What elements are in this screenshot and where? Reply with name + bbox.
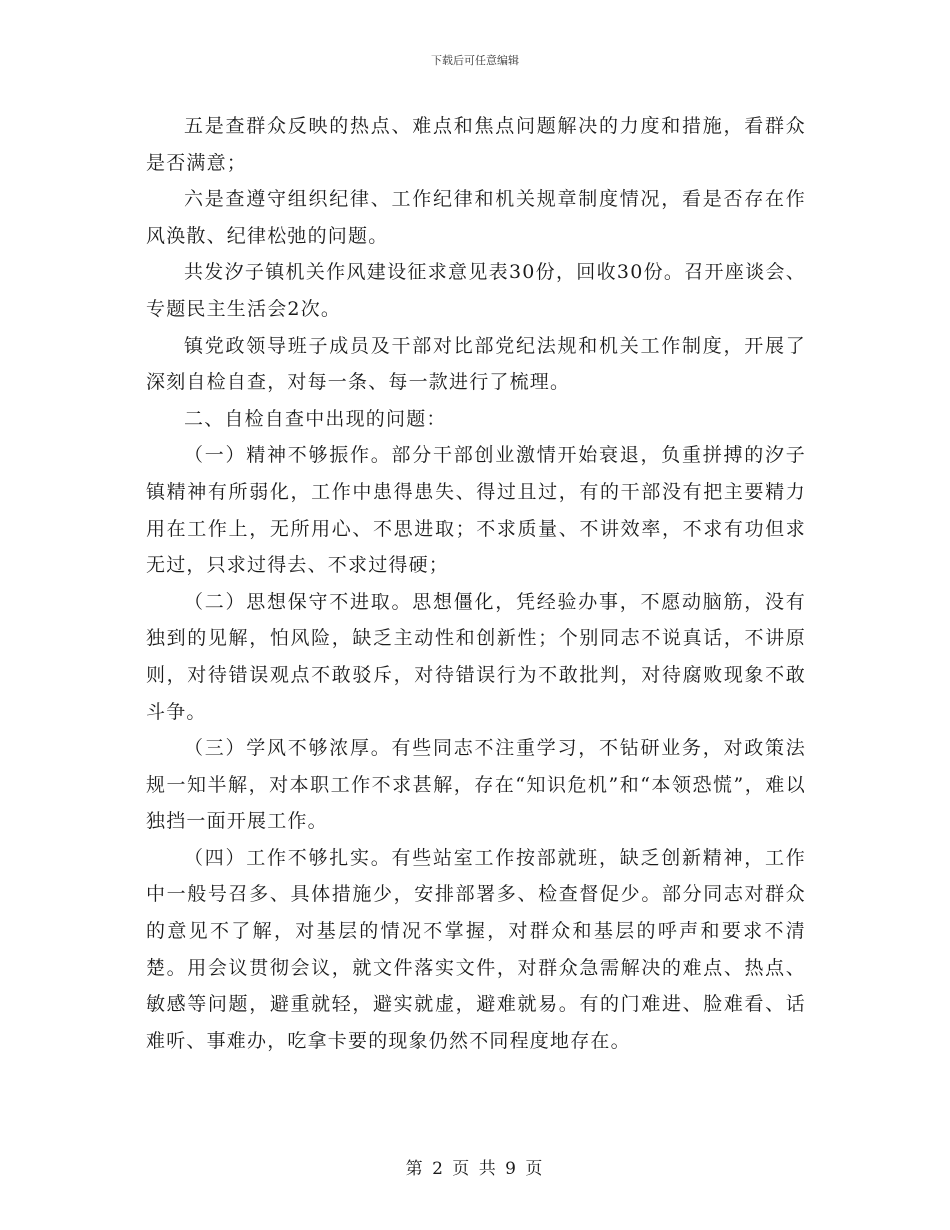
document-body (146, 108, 806, 1059)
paragraph: （四）工作不够扎实。有些站室工作按部就班，缺乏创新精神，工作中一般号召多、具体措施少，安排部署多、检查督促少。部分同志对群众的意见不了解，对基层的情况不掌握，对群众和基层的呼声和要求不清楚。用会议贯彻会议，就文件落实文件，对群众急需解决的难点、热点、敏感等问题，避重就轻，避实就虚，避难就易。有的门难进、脸难看、话难听、事难办，吃拿卡要的现象仍然不同程度地存在。 (146, 846, 806, 1052)
section-heading: 二、自检自查中出现的问题： (184, 407, 447, 430)
page-footer: 第 2 页 共 9 页 (405, 1159, 545, 1179)
paragraph: 镇党政领导班子成员及干部对比部党纪法规和机关工作制度，开展了深刻自检自查，对每一条、每一款进行了梳理。 (146, 334, 806, 394)
paragraph: 五是查群众反映的热点、难点和焦点问题解决的力度和措施，看群众是否满意； (146, 115, 806, 174)
page-header: 下载后可任意编辑 (431, 54, 519, 67)
paragraph: （二）思想保守不进取。思想僵化，凭经验办事，不愿动脑筋，没有独到的见解，怕风险，缺乏主动性和创新性；个别同志不说真话，不讲原则，对待错误观点不敢驳斥，对待错误行为不敢批判，对待腐败现象不敢斗争。 (146, 590, 806, 723)
paragraph: 六是查遵守组织纪律、工作纪律和机关规章制度情况，看是否存在作风涣散、纪律松弛的问题。 (146, 188, 806, 247)
paragraph: （三）学风不够浓厚。有些同志不注重学习，不钻研业务，对政策法规一知半解，对本职工作不求甚解，存在“知识危机”和“本领恐慌”，难以独挡一面开展工作。 (146, 737, 806, 833)
paragraph: （一）精神不够振作。部分干部创业激情开始衰退，负重拼搏的汐子镇精神有所弱化，工作中患得患失、得过且过，有的干部没有把主要精力用在工作上，无所用心、不思进取；不求质量、不讲效率，不求有功但求无过，只求过得去、不求过得硬； (146, 444, 806, 577)
paragraph: 共发汐子镇机关作风建设征求意见表30份，回收30份。召开座谈会、专题民主生活会2次。 (146, 261, 806, 320)
